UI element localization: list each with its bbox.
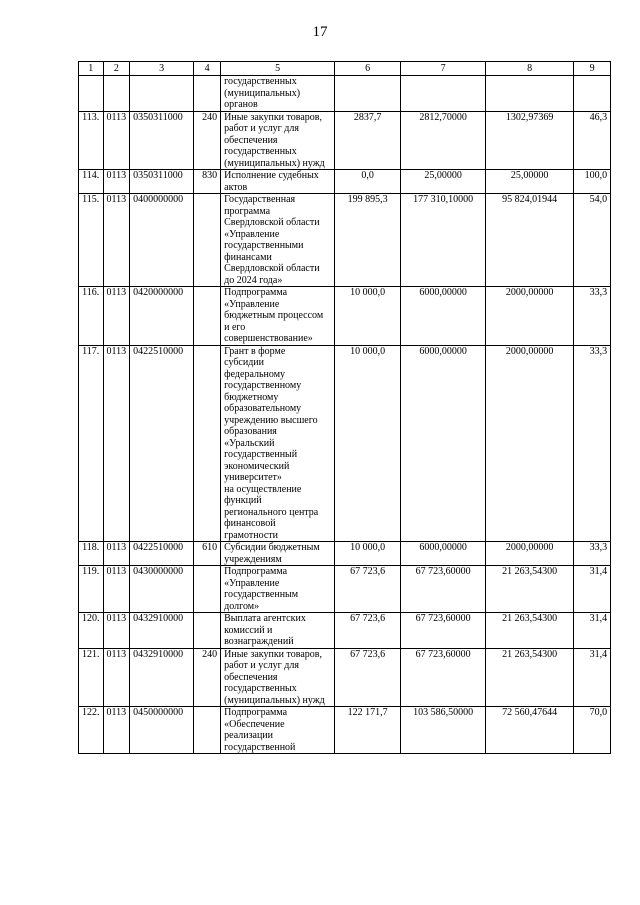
target-article-code: 0350311000 bbox=[130, 170, 194, 194]
approved-amount: 10 000,0 bbox=[335, 542, 401, 566]
table-row bbox=[79, 345, 611, 542]
table-row bbox=[79, 111, 611, 170]
adjusted-amount: 2812,70000 bbox=[401, 111, 486, 170]
expense-type-code: 830 bbox=[194, 170, 221, 194]
table-row bbox=[79, 542, 611, 566]
row-number: 115. bbox=[79, 194, 104, 287]
execution-percent: 33,3 bbox=[574, 345, 611, 542]
table-row bbox=[79, 707, 611, 754]
row-number: 118. bbox=[79, 542, 104, 566]
row-number: 116. bbox=[79, 287, 104, 346]
column-header: 2 bbox=[103, 62, 130, 76]
header-row bbox=[79, 62, 611, 76]
column-header: 1 bbox=[79, 62, 104, 76]
target-article-code: 0422510000 bbox=[130, 345, 194, 542]
column-header: 7 bbox=[401, 62, 486, 76]
continuation-row bbox=[79, 76, 611, 112]
expense-type-code bbox=[194, 194, 221, 287]
item-name: Выплата агентских комиссий и вознаграждений bbox=[221, 613, 335, 649]
approved-amount: 67 723,6 bbox=[335, 566, 401, 613]
item-name: Подпрограмма «Управление бюджетным процессом и его совершенствование» bbox=[221, 287, 335, 346]
execution-percent: 70,0 bbox=[574, 707, 611, 754]
column-header: 9 bbox=[574, 62, 611, 76]
row-number: 120. bbox=[79, 613, 104, 649]
expense-type-code bbox=[194, 345, 221, 542]
execution-percent: 31,4 bbox=[574, 566, 611, 613]
target-article-code: 0350311000 bbox=[130, 111, 194, 170]
approved-amount: 2837,7 bbox=[335, 111, 401, 170]
adjusted-amount: 103 586,50000 bbox=[401, 707, 486, 754]
section-code: 0113 bbox=[103, 111, 130, 170]
column-header: 6 bbox=[335, 62, 401, 76]
budget-table bbox=[78, 61, 611, 754]
row-number: 114. bbox=[79, 170, 104, 194]
approved-amount: 67 723,6 bbox=[335, 648, 401, 707]
execution-percent: 100,0 bbox=[574, 170, 611, 194]
executed-amount: 25,00000 bbox=[486, 170, 574, 194]
row-number: 117. bbox=[79, 345, 104, 542]
row-number: 113. bbox=[79, 111, 104, 170]
approved-amount: 122 171,7 bbox=[335, 707, 401, 754]
expense-type-code bbox=[194, 707, 221, 754]
item-name: Иные закупки товаров, работ и услуг для обеспечения государственных (муниципальных) нужд bbox=[221, 111, 335, 170]
continuation-text: государственных (муниципальных) органов bbox=[221, 76, 335, 112]
item-name: Государственная программа Свердловской области «Управление государственными финансами Свердловской области до 2024 года» bbox=[221, 194, 335, 287]
expense-type-code bbox=[194, 287, 221, 346]
execution-percent: 33,3 bbox=[574, 542, 611, 566]
approved-amount: 10 000,0 bbox=[335, 345, 401, 542]
page-number: 17 bbox=[312, 24, 328, 40]
section-code: 0113 bbox=[103, 566, 130, 613]
expense-type-code bbox=[194, 566, 221, 613]
executed-amount: 21 263,54300 bbox=[486, 648, 574, 707]
table-row bbox=[79, 287, 611, 346]
approved-amount: 0,0 bbox=[335, 170, 401, 194]
target-article-code: 0432910000 bbox=[130, 648, 194, 707]
adjusted-amount: 67 723,60000 bbox=[401, 648, 486, 707]
executed-amount: 95 824,01944 bbox=[486, 194, 574, 287]
item-name: Грант в форме субсидии федеральному государственному бюджетному образовательному учреждению высшего образования «Уральский государственный экономический университет» на осуществление функций регионального центра финансовой грамотности bbox=[221, 345, 335, 542]
item-name: Субсидии бюджетным учреждениям bbox=[221, 542, 335, 566]
execution-percent: 31,4 bbox=[574, 613, 611, 649]
target-article-code: 0422510000 bbox=[130, 542, 194, 566]
expense-type-code bbox=[194, 613, 221, 649]
table-row bbox=[79, 170, 611, 194]
target-article-code: 0432910000 bbox=[130, 613, 194, 649]
section-code: 0113 bbox=[103, 648, 130, 707]
item-name: Подпрограмма «Управление государственным долгом» bbox=[221, 566, 335, 613]
table-row bbox=[79, 566, 611, 613]
table-row bbox=[79, 648, 611, 707]
table-row bbox=[79, 613, 611, 649]
item-name: Иные закупки товаров, работ и услуг для обеспечения государственных (муниципальных) нужд bbox=[221, 648, 335, 707]
target-article-code: 0430000000 bbox=[130, 566, 194, 613]
target-article-code: 0420000000 bbox=[130, 287, 194, 346]
adjusted-amount: 67 723,60000 bbox=[401, 613, 486, 649]
item-name: Подпрограмма «Обеспечение реализации государственной bbox=[221, 707, 335, 754]
approved-amount: 10 000,0 bbox=[335, 287, 401, 346]
expense-type-code: 610 bbox=[194, 542, 221, 566]
executed-amount: 2000,00000 bbox=[486, 345, 574, 542]
adjusted-amount: 6000,00000 bbox=[401, 542, 486, 566]
target-article-code: 0450000000 bbox=[130, 707, 194, 754]
execution-percent: 33,3 bbox=[574, 287, 611, 346]
executed-amount: 2000,00000 bbox=[486, 287, 574, 346]
adjusted-amount: 67 723,60000 bbox=[401, 566, 486, 613]
adjusted-amount: 6000,00000 bbox=[401, 345, 486, 542]
section-code: 0113 bbox=[103, 707, 130, 754]
approved-amount: 67 723,6 bbox=[335, 613, 401, 649]
column-header: 5 bbox=[221, 62, 335, 76]
row-number: 119. bbox=[79, 566, 104, 613]
execution-percent: 46,3 bbox=[574, 111, 611, 170]
column-header: 3 bbox=[130, 62, 194, 76]
item-name: Исполнение судебных актов bbox=[221, 170, 335, 194]
adjusted-amount: 6000,00000 bbox=[401, 287, 486, 346]
target-article-code: 0400000000 bbox=[130, 194, 194, 287]
expense-type-code: 240 bbox=[194, 111, 221, 170]
table-body bbox=[79, 62, 611, 754]
section-code: 0113 bbox=[103, 287, 130, 346]
executed-amount: 72 560,47644 bbox=[486, 707, 574, 754]
execution-percent: 31,4 bbox=[574, 648, 611, 707]
column-header: 8 bbox=[486, 62, 574, 76]
section-code: 0113 bbox=[103, 194, 130, 287]
approved-amount: 199 895,3 bbox=[335, 194, 401, 287]
execution-percent: 54,0 bbox=[574, 194, 611, 287]
executed-amount: 21 263,54300 bbox=[486, 613, 574, 649]
executed-amount: 2000,00000 bbox=[486, 542, 574, 566]
column-header: 4 bbox=[194, 62, 221, 76]
row-number: 121. bbox=[79, 648, 104, 707]
section-code: 0113 bbox=[103, 170, 130, 194]
expense-type-code: 240 bbox=[194, 648, 221, 707]
table-row bbox=[79, 194, 611, 287]
section-code: 0113 bbox=[103, 613, 130, 649]
adjusted-amount: 25,00000 bbox=[401, 170, 486, 194]
adjusted-amount: 177 310,10000 bbox=[401, 194, 486, 287]
section-code: 0113 bbox=[103, 542, 130, 566]
section-code: 0113 bbox=[103, 345, 130, 542]
executed-amount: 1302,97369 bbox=[486, 111, 574, 170]
row-number: 122. bbox=[79, 707, 104, 754]
executed-amount: 21 263,54300 bbox=[486, 566, 574, 613]
